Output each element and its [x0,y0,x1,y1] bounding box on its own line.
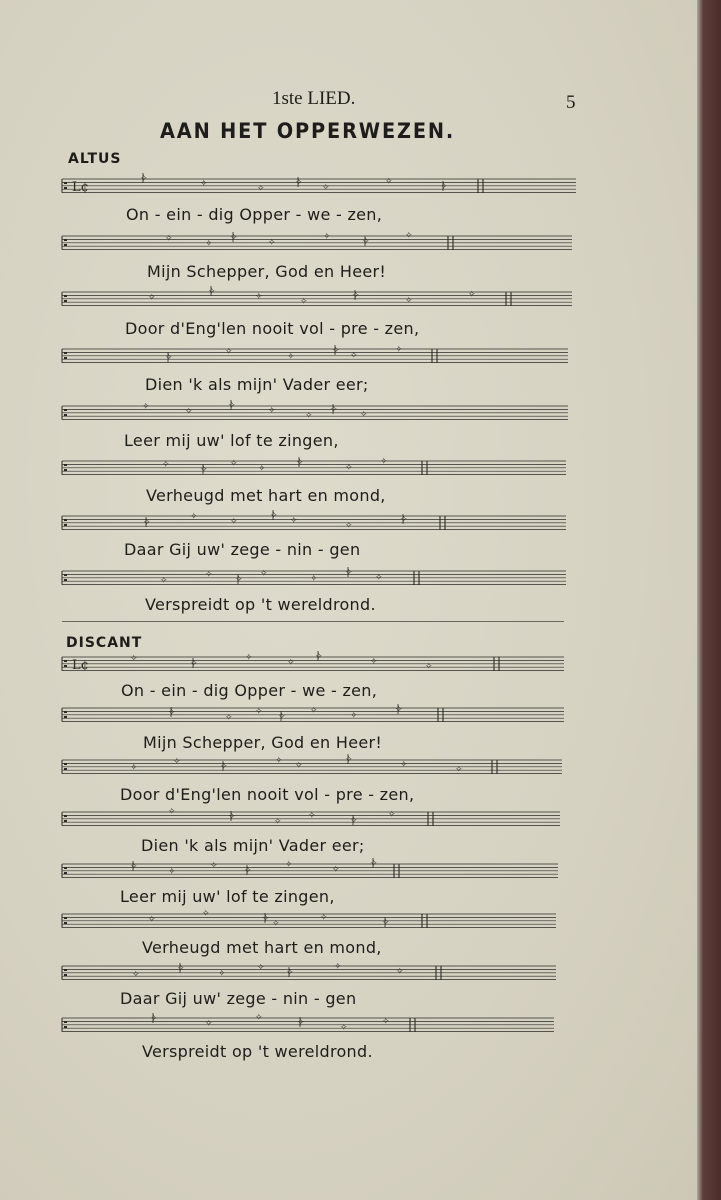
note-mark [257,963,265,973]
staff-altus-8 [60,565,580,595]
clef-mark [64,239,67,241]
note-mark [148,293,156,303]
note-mark [405,296,413,306]
clef-mark [64,574,67,576]
note-mark [278,711,286,722]
svg-text:✧: ✧ [205,239,213,249]
note-mark [295,177,303,188]
svg-text:✧: ✧ [334,962,342,972]
svg-text:✧: ✧ [380,457,388,467]
svg-text:✧: ✧ [262,914,270,924]
note-mark [245,653,253,663]
svg-text:✧: ✧ [202,909,210,919]
note-mark [350,815,358,826]
clef-mark [64,763,67,765]
svg-text:✧: ✧ [228,401,236,411]
svg-text:✧: ✧ [200,179,208,189]
svg-text:✧: ✧ [225,713,233,723]
note-mark [290,516,298,526]
svg-text:✧: ✧ [370,657,378,667]
section-divider [62,621,564,622]
staff-altus-1 [60,173,580,203]
staff-discant-7 [60,960,580,990]
lyric-discant-7: Daar Gij uw' zege - nin - gen [120,989,357,1008]
lyric-discant-1: On - ein - dig Opper - we - zen, [121,681,378,700]
staff-altus-4 [60,343,580,373]
svg-text:✧: ✧ [168,867,176,877]
svg-text:✧: ✧ [230,459,238,469]
svg-text:✧: ✧ [142,402,150,412]
svg-text:✧: ✧ [150,1014,158,1024]
svg-text:✧: ✧ [173,757,181,767]
staff-discant-4 [60,806,580,836]
svg-text:✧: ✧ [228,812,236,822]
svg-text:✧: ✧ [220,762,228,772]
note-mark [345,754,353,765]
svg-text:✧: ✧ [235,575,243,585]
note-mark [230,517,238,527]
staff-altus-2 [60,230,580,260]
song-title: AAN HET OPPERWEZEN. [160,119,456,143]
svg-text:✧: ✧ [278,712,286,722]
page-number: 5 [566,92,576,113]
note-mark [396,967,404,977]
note-mark [225,347,233,357]
note-mark [200,179,208,189]
clef-mark [64,974,67,976]
svg-text:✧: ✧ [257,184,265,194]
svg-text:✧: ✧ [332,865,340,875]
note-mark [202,909,210,919]
note-mark [285,860,293,870]
note-mark [287,352,295,362]
note-mark [255,292,263,302]
svg-text:✧: ✧ [400,760,408,770]
svg-text:✧: ✧ [350,711,358,721]
svg-text:✧: ✧ [345,568,353,578]
note-mark [385,177,393,187]
note-mark [425,662,433,672]
svg-text:✧: ✧ [382,1017,390,1027]
svg-text:✧: ✧ [160,576,168,586]
clef-mark [64,352,67,354]
time-signature: L¢ [72,180,89,195]
part-label-discant: DISCANT [66,635,143,651]
note-mark [200,464,208,475]
note-mark [297,1017,305,1028]
svg-text:✧: ✧ [230,233,238,243]
svg-text:✧: ✧ [320,913,328,923]
note-mark [308,811,316,821]
note-mark [468,290,476,300]
svg-text:✧: ✧ [440,182,448,192]
note-mark [130,861,138,872]
note-mark [255,1013,263,1023]
svg-text:✧: ✧ [130,763,138,773]
note-mark [220,761,228,772]
clef-mark [64,1021,67,1023]
note-mark [296,457,304,468]
note-mark [380,457,388,467]
note-mark [143,517,151,528]
lyric-discant-3: Door d'Eng'len nooit vol - pre - zen, [120,785,415,804]
note-mark [295,761,303,771]
staff-altus-3 [60,286,580,316]
svg-text:✧: ✧ [190,659,198,669]
note-mark [310,574,318,584]
part-label-altus: ALTUS [68,151,122,167]
note-mark [260,569,268,579]
svg-text:✧: ✧ [143,518,151,528]
svg-text:✧: ✧ [370,859,378,869]
note-mark [162,460,170,470]
svg-text:✧: ✧ [286,968,294,978]
svg-text:✧: ✧ [310,574,318,584]
clef-mark [64,524,67,526]
svg-text:✧: ✧ [275,756,283,766]
clef-mark [64,409,67,411]
svg-text:✧: ✧ [395,705,403,715]
staff-discant-5 [60,858,580,888]
note-mark [262,913,270,924]
lyric-discant-2: Mijn Schepper, God en Heer! [143,733,383,752]
note-mark [268,406,276,416]
staff-discant-2 [60,702,580,732]
note-mark [382,1017,390,1027]
clef-mark [64,867,67,869]
note-mark [185,407,193,417]
svg-text:✧: ✧ [205,570,213,580]
svg-text:✧: ✧ [255,292,263,302]
svg-text:✧: ✧ [400,515,408,525]
svg-text:✧: ✧ [268,406,276,416]
note-mark [362,236,370,247]
svg-text:✧: ✧ [148,915,156,925]
note-mark [332,345,340,356]
note-mark [142,402,150,412]
clef-mark [64,922,67,924]
note-mark [168,707,176,718]
note-mark [130,763,138,773]
svg-text:✧: ✧ [218,969,226,979]
svg-text:✧: ✧ [308,811,316,821]
svg-text:✧: ✧ [323,232,331,242]
svg-text:✧: ✧ [295,178,303,188]
svg-text:✧: ✧ [330,405,338,415]
note-mark [275,756,283,766]
note-mark [323,232,331,242]
note-mark [332,865,340,875]
svg-text:✧: ✧ [185,407,193,417]
staff-altus-5 [60,400,580,430]
note-mark [310,706,318,716]
svg-text:✧: ✧ [165,234,173,244]
clef-mark [64,711,67,713]
clef-mark [64,815,67,817]
lyric-altus-3: Door d'Eng'len nooit vol - pre - zen, [125,319,420,338]
svg-text:✧: ✧ [274,817,282,827]
note-mark [228,811,236,822]
note-mark [345,463,353,473]
note-mark [150,1013,158,1024]
note-mark [370,657,378,667]
svg-text:✧: ✧ [375,573,383,583]
note-mark [210,861,218,871]
clef-mark [64,300,67,302]
note-mark [286,967,294,978]
note-mark [270,510,278,521]
note-mark [334,962,342,972]
note-mark [330,404,338,415]
note-mark [168,807,176,817]
svg-text:✧: ✧ [208,287,216,297]
note-mark [173,757,181,767]
svg-text:✧: ✧ [345,755,353,765]
svg-text:✧: ✧ [310,706,318,716]
note-mark [148,915,156,925]
clef-mark [64,579,67,581]
staff-discant-6 [60,908,580,938]
note-mark [255,707,263,717]
lyric-discant-8: Verspreidt op 't wereldrond. [142,1042,373,1061]
note-mark [405,231,413,241]
note-mark [268,238,276,248]
book-binding [697,0,721,1200]
note-mark [315,651,323,662]
svg-text:✧: ✧ [255,707,263,717]
note-mark [230,232,238,243]
svg-text:✧: ✧ [168,708,176,718]
svg-text:✧: ✧ [205,1019,213,1029]
lyric-altus-4: Dien 'k als mijn' Vader eer; [145,375,369,394]
clef-mark [64,464,67,466]
svg-text:✧: ✧ [165,353,173,363]
staff-altus-7 [60,510,580,540]
svg-text:✧: ✧ [230,517,238,527]
svg-text:✧: ✧ [395,345,403,355]
staff-discant-8 [60,1012,580,1042]
svg-text:✧: ✧ [268,238,276,248]
lyric-discant-5: Leer mij uw' lof te zingen, [120,887,335,906]
lyric-altus-6: Verheugd met hart en mond, [146,486,386,505]
svg-text:✧: ✧ [130,654,138,664]
note-mark [287,658,295,668]
note-mark [350,711,358,721]
svg-text:✧: ✧ [296,458,304,468]
clef-mark [64,1026,67,1028]
svg-text:✧: ✧ [287,658,295,668]
note-mark [388,810,396,820]
svg-text:✧: ✧ [388,810,396,820]
svg-text:✧: ✧ [350,351,358,361]
note-mark [140,173,148,184]
svg-text:✧: ✧ [405,296,413,306]
note-mark [274,817,282,827]
svg-text:✧: ✧ [360,410,368,420]
svg-text:✧: ✧ [290,516,298,526]
note-mark [208,286,216,297]
clef-mark [64,660,67,662]
note-mark [160,576,168,586]
svg-text:✧: ✧ [385,177,393,187]
song-number-heading: 1ste LIED. [272,88,356,109]
clef-mark [64,820,67,822]
note-mark [360,410,368,420]
svg-text:✧: ✧ [425,662,433,672]
note-mark [340,1023,348,1033]
note-mark [225,713,233,723]
note-mark [272,919,280,929]
svg-text:✧: ✧ [225,347,233,357]
note-mark [218,969,226,979]
note-mark [257,184,265,194]
note-mark [352,290,360,301]
note-mark [370,858,378,869]
svg-text:✧: ✧ [295,761,303,771]
clef-mark [64,665,67,667]
svg-text:✧: ✧ [345,521,353,531]
svg-text:✧: ✧ [287,352,295,362]
note-mark [455,765,463,775]
clef-mark [64,187,67,189]
svg-text:✧: ✧ [148,293,156,303]
svg-text:✧: ✧ [190,512,198,522]
note-mark [400,760,408,770]
svg-text:✧: ✧ [272,919,280,929]
clef-mark [64,917,67,919]
clef-mark [64,469,67,471]
svg-text:✧: ✧ [345,463,353,473]
svg-text:✧: ✧ [260,569,268,579]
svg-text:✧: ✧ [350,816,358,826]
note-mark [345,567,353,578]
svg-text:✧: ✧ [352,291,360,301]
note-mark [132,970,140,980]
note-mark [345,521,353,531]
note-mark [205,239,213,249]
staff-discant-3 [60,754,580,784]
clef-mark [64,519,67,521]
clef-mark [64,182,67,184]
svg-text:✧: ✧ [322,183,330,193]
clef-mark [64,768,67,770]
clef-mark [64,872,67,874]
svg-text:✧: ✧ [315,652,323,662]
note-mark [165,352,173,363]
clef-mark [64,295,67,297]
note-mark [168,867,176,877]
lyric-altus-2: Mijn Schepper, God en Heer! [147,262,387,281]
svg-text:✧: ✧ [468,290,476,300]
note-mark [258,464,266,474]
svg-text:✧: ✧ [455,765,463,775]
svg-text:✧: ✧ [140,174,148,184]
svg-text:✧: ✧ [405,231,413,241]
lyric-altus-1: On - ein - dig Opper - we - zen, [126,205,383,224]
note-mark [320,913,328,923]
svg-text:✧: ✧ [258,464,266,474]
svg-text:✧: ✧ [270,511,278,521]
svg-text:✧: ✧ [162,460,170,470]
lyric-altus-8: Verspreidt op 't wereldrond. [145,595,376,614]
svg-text:✧: ✧ [332,346,340,356]
note-mark [375,573,383,583]
lyric-altus-5: Leer mij uw' lof te zingen, [124,431,339,450]
svg-text:✧: ✧ [244,866,252,876]
note-mark [395,345,403,355]
note-mark [382,917,390,928]
svg-text:✧: ✧ [297,1018,305,1028]
svg-text:✧: ✧ [340,1023,348,1033]
svg-text:✧: ✧ [396,967,404,977]
clef-mark [64,357,67,359]
note-mark [130,654,138,664]
note-mark [165,234,173,244]
lyric-discant-6: Verheugd met hart en mond, [142,938,382,957]
note-mark [395,704,403,715]
staff-altus-6 [60,455,580,485]
svg-text:✧: ✧ [255,1013,263,1023]
svg-text:✧: ✧ [177,964,185,974]
note-mark [228,400,236,411]
clef-mark [64,414,67,416]
note-mark [190,658,198,669]
note-mark [300,297,308,307]
note-mark [440,181,448,192]
svg-text:✧: ✧ [168,807,176,817]
clef-mark [64,716,67,718]
svg-text:✧: ✧ [305,411,313,421]
svg-text:✧: ✧ [382,918,390,928]
clef-mark [64,244,67,246]
note-mark [205,570,213,580]
note-mark [205,1019,213,1029]
svg-text:✧: ✧ [130,862,138,872]
clef-mark [64,969,67,971]
note-mark [190,512,198,522]
svg-text:✧: ✧ [210,861,218,871]
lyric-altus-7: Daar Gij uw' zege - nin - gen [124,540,361,559]
svg-text:✧: ✧ [200,465,208,475]
note-mark [244,865,252,876]
svg-text:✧: ✧ [257,963,265,973]
staff-discant-1 [60,651,580,681]
svg-text:✧: ✧ [245,653,253,663]
note-mark [400,514,408,525]
note-mark [305,411,313,421]
note-mark [322,183,330,193]
svg-text:✧: ✧ [362,237,370,247]
time-signature: L¢ [72,658,89,673]
note-mark [235,574,243,585]
note-mark [177,963,185,974]
svg-text:✧: ✧ [132,970,140,980]
note-mark [350,351,358,361]
svg-text:✧: ✧ [300,297,308,307]
note-mark [230,459,238,469]
lyric-discant-4: Dien 'k als mijn' Vader eer; [141,836,365,855]
svg-text:✧: ✧ [285,860,293,870]
